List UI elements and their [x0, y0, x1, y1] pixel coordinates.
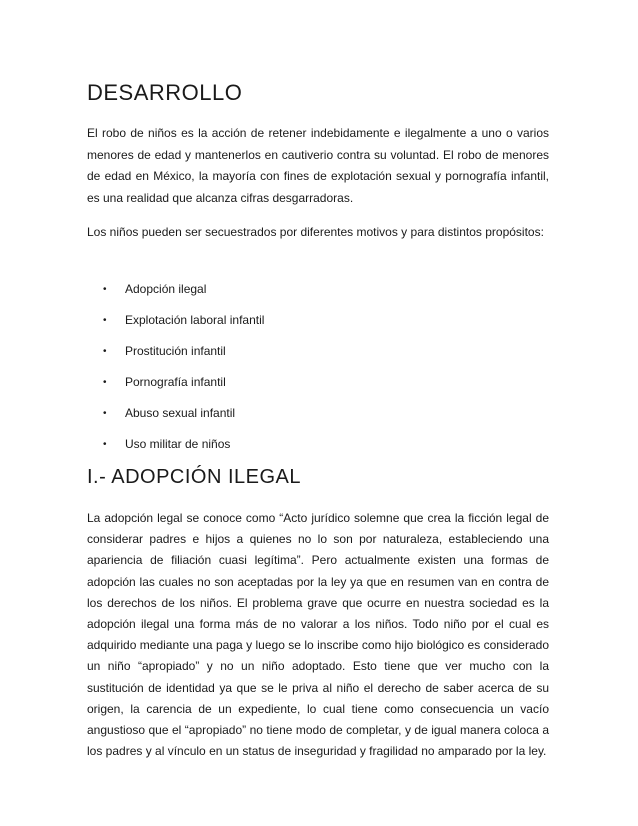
- list-item-label: Explotación laboral infantil: [125, 313, 265, 327]
- list-item: [87, 305, 549, 336]
- intro-paragraph: El robo de niños es la acción de retener indebidamente e ilegalmente a uno o varios menores de edad y mantenerlos en cautiverio contra su voluntad. El robo de menores de edad en México, la mayoría con fines de explotación sexual y pornografía infantil, es una realidad que alcanza cifras desgarradoras.: [87, 126, 549, 205]
- purposes-list: [87, 274, 549, 460]
- bullet-icon: •: [103, 408, 107, 419]
- list-item-label: Uso militar de niños: [125, 437, 231, 451]
- list-item-label: Prostitución infantil: [125, 344, 226, 358]
- list-item: [87, 274, 549, 305]
- list-item-label: Adopción ilegal: [125, 282, 207, 296]
- list-item: [87, 398, 549, 429]
- purposes-paragraph: Los niños pueden ser secuestrados por diferentes motivos y para distintos propósitos:: [87, 225, 544, 239]
- list-item: [87, 367, 549, 398]
- list-item-label: Abuso sexual infantil: [125, 406, 236, 420]
- adopcion-paragraph: La adopción legal se conoce como “Acto jurídico solemne que crea la ficción legal de considerar padres e hijos a quienes no lo son por naturaleza, estableciendo una apariencia de filiación cuasi legítima”. Pero actualmente existen una formas de adopción las cuales no son aceptadas por la ley ya que en resumen van en contra de los derechos de los niños. El problema grave que ocurre en nuestra sociedad es la adopción ilegal una forma más de no valorar a los niños. Todo niño por el cual es adquirido mediante una paga y luego se lo inscribe como hijo biológico es considerado un niño “apropiado” y no un niño adoptado. Esto tiene que ver mucho con la sustitución de identidad ya que se le priva al niño el derecho de saber acerca de su origen, la carencia de un expediente, lo cual tiene como consecuencia un vacío angustioso que el “apropiado” no tiene modo de completar, y de igual manera coloca a los padres y al vínculo en un status de inseguridad y fragilidad no amparado por la ley.: [87, 511, 549, 759]
- list-item: [87, 336, 549, 367]
- list-item-label: Pornografía infantil: [125, 375, 226, 389]
- bullet-icon: •: [103, 315, 107, 326]
- list-item: [87, 429, 549, 460]
- section-heading-desarrollo: DESARROLLO: [87, 80, 243, 105]
- bullet-icon: •: [103, 346, 107, 357]
- bullet-icon: •: [103, 439, 107, 450]
- bullet-icon: •: [103, 377, 107, 388]
- bullet-icon: •: [103, 284, 107, 295]
- section-heading-adopcion-ilegal: I.- ADOPCIÓN ILEGAL: [87, 466, 302, 488]
